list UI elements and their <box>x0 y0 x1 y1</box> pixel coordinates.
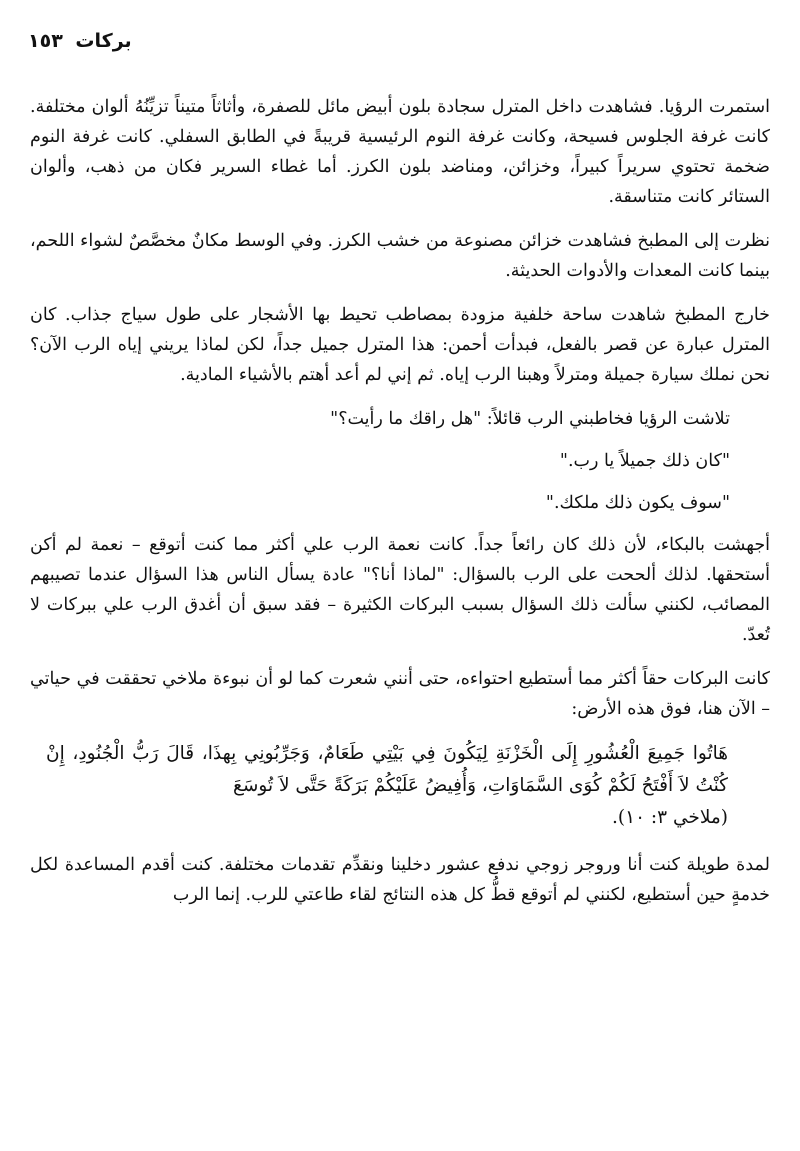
paragraph-tithes: لمدة طويلة كنت أنا وروجر زوجي ندفع عشور دخلينا ونقدِّم تقدمات مختلفة. كنت أقدم المساعدة لكل خدمةٍ حين أستطيع، لكنني لم أتوقع قطُّ كل هذه النتائج لقاء طاعتي للرب. إنما الرب <box>30 855 770 905</box>
paragraph-blessings: كانت البركات حقاً أكثر مما أستطيع احتواءه، حتى أنني شعرت كما لو أن نبوءة ملاخي تحققت في حياتي – الآن هنا، فوق هذه الأرض: <box>30 669 770 719</box>
paragraph-vision-house: استمرت الرؤيا. فشاهدت داخل المترل سجادة بلون أبيض مائل للصفرة، وأثاثاً متيناً تزيِّنُهُ ألوان مختلفة. كانت غرفة الجلوس فسيحة، وكانت غرفة النوم الرئيسية قريبةً في الطابق السفلي. كانت غرفة النوم ضخمة تحتوي سريراً كبيراً، وخزائن، ومناضد بلون الكرز. أما غطاء السرير فكان من ذهب، وألوان الستائر كانت متناسقة. <box>30 97 770 207</box>
header-title: بركات <box>75 30 132 52</box>
quote-reference: (ملاخي ٣: ١٠). <box>612 807 728 828</box>
page-number: ١٥٣ <box>28 30 63 52</box>
running-header <box>28 30 132 52</box>
dialogue-line: تلاشت الرؤيا فخاطبني الرب قائلاً: "هل راقك ما رأيت؟" <box>330 409 730 429</box>
paragraph-kitchen: نظرت إلى المطبخ فشاهدت خزائن مصنوعة من خشب الكرز. وفي الوسط مكانٌ مخصَّصٌ لشواء اللحم، بينما كانت المعدات والأدوات الحديثة. <box>30 231 770 281</box>
quote-text: هَاتُوا جَمِيعَ الْعُشُورِ إِلَى الْخَزْنَةِ لِيَكُونَ فِي بَيْتِي طَعَامٌ، وَجَرِّبُونِي بِهذَا، قَالَ رَبُّ الْجُنُودِ، إِنْ كُنْتُ لاَ أَفْتَحُ لَكُمْ كُوَى السَّمَاوَاتِ، وَأُفِيضُ عَلَيْكُمْ بَرَكَةً حَتَّى لاَ تُوسَعَ <box>46 743 728 796</box>
paragraph-backyard: خارج المطبخ شاهدت ساحة خلفية مزودة بمصاطب تحيط بها الأشجار على طول سياج جذاب. كان المترل عبارة عن قصر بالفعل، فبدأت أحمن: هذا المترل جميل جداً، لكن لماذا يريني إياه الرب الآن؟ نحن نملك سيارة جميلة ومترلاً وهبنا الرب إياه. ثم إني لم أعد أهتم بالأشياء المادية. <box>30 305 770 385</box>
scripture-quote <box>46 738 728 834</box>
paragraph-weeping: أجهشت بالبكاء، لأن ذلك كان رائعاً جداً. كانت نعمة الرب علي أكثر مما كنت أتوقع – نعمة لم أكن أستحقها. لذلك ألححت على الرب بالسؤال: "لماذا أنا؟" عادة يسأل الناس هذا السؤال عندما تصيبهم المصائب، لكنني سألت ذلك السؤال بسبب البركات الكثيرة – فقد سبق أن أغدق الرب علي ببركات لا تُعدّ. <box>30 535 770 645</box>
page-body <box>30 92 770 924</box>
dialogue-line: "سوف يكون ذلك ملكك." <box>545 493 730 513</box>
dialogue-line: "كان ذلك جميلاً يا رب." <box>559 451 730 471</box>
